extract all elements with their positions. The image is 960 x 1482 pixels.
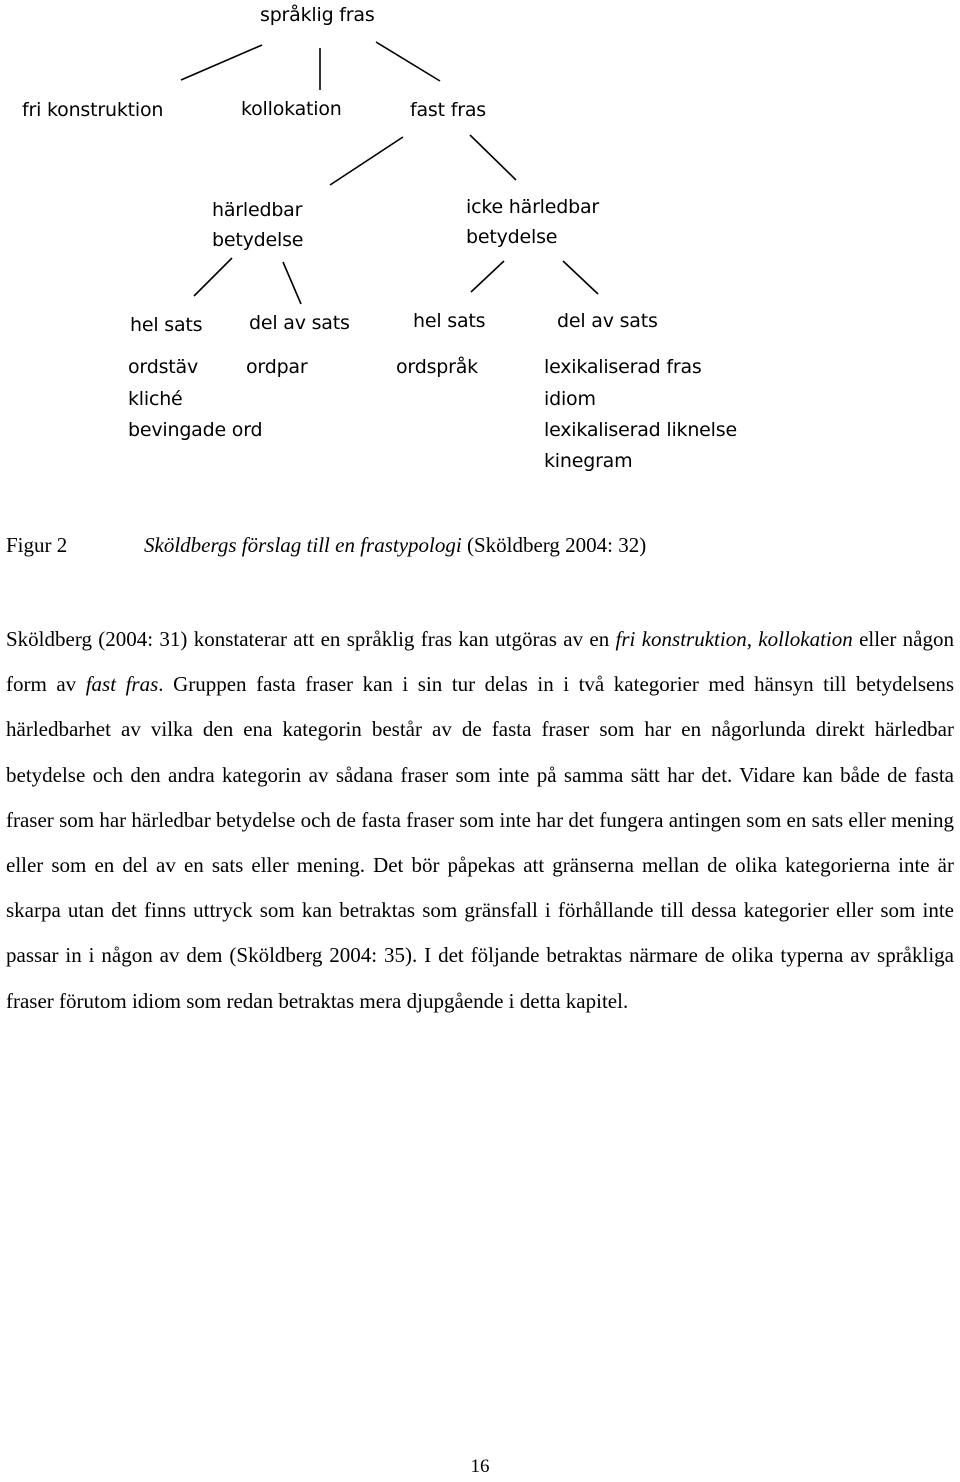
body-paragraph — [6, 617, 954, 1024]
phrase-typology-diagram — [0, 0, 960, 490]
leaf-header-3: hel sats — [413, 310, 486, 332]
text-run: . Gruppen fasta fraser kan i sin tur delas in i två kategorier med hänsyn till betydelsens härledbarhet av vilka den ena kategorin består av de fasta fraser som har en någorlunda direkt härledbar betydelse och den andra kategorin av sådana fraser som inte på samma sätt har det. Vidare kan både de fasta fraser som har härledbar betydelse och de fasta fraser som inte har det fungera antingen som en sats eller mening eller som en del av en sats eller mening. Det bör påpekas att gränserna mellan de olika kategorierna inte är skarpa utan det finns uttryck som kan betraktas som gränsfall i förhållande till dessa kategorier eller som inte passar in i någon av dem (Sköldberg 2004: 35). I det följande betraktas närmare de olika typerna av språkliga fraser förutom idiom som redan betraktas mera djupgående i detta kapitel. — [6, 672, 954, 1013]
node-root: språklig fras — [260, 4, 375, 26]
node-ickeharledbar-line2: betydelse — [466, 226, 558, 248]
example-bevingade-ord: bevingade ord — [128, 419, 263, 441]
edge-harledbar-hel — [194, 258, 232, 296]
node-harledbar-line2: betydelse — [212, 229, 304, 251]
leaf-header-2: del av sats — [249, 312, 350, 334]
italic-term: fri konstruktion, — [615, 627, 752, 651]
italic-term: kollokation — [758, 627, 853, 651]
edge-root-fri — [181, 45, 262, 80]
example-idiom: idiom — [544, 388, 596, 410]
example-lexikaliserad-fras: lexikaliserad fras — [544, 356, 702, 378]
edge-fast-harledbar — [330, 137, 403, 185]
node-fast-fras: fast fras — [410, 99, 486, 121]
node-fri-konstruktion: fri konstruktion — [22, 99, 164, 121]
example-ordsprak: ordspråk — [396, 356, 478, 378]
edge-ickeharledbar-hel — [471, 261, 504, 292]
example-ordpar: ordpar — [246, 356, 308, 378]
edge-ickeharledbar-del — [563, 261, 598, 294]
example-lexikaliserad-liknelse: lexikaliserad liknelse — [544, 419, 737, 441]
node-harledbar-line1: härledbar — [212, 199, 303, 221]
example-kliche: kliché — [128, 388, 183, 410]
figure-source: (Sköldberg 2004: 32) — [461, 533, 647, 557]
node-kollokation: kollokation — [241, 98, 342, 120]
node-ickeharledbar-line1: icke härledbar — [466, 196, 600, 218]
leaf-header-4: del av sats — [557, 310, 658, 332]
figure-caption — [6, 533, 646, 558]
edge-root-fast — [376, 42, 440, 81]
text-run: eller någon form av — [6, 627, 954, 697]
italic-term: fast fras — [85, 672, 159, 697]
example-kinegram: kinegram — [544, 450, 633, 472]
edge-fast-ickeharledbar — [470, 135, 516, 180]
page-number: 16 — [470, 1456, 490, 1477]
figure-title: Sköldbergs förslag till en frastypologi — [144, 533, 462, 557]
edge-harledbar-del — [283, 262, 301, 304]
figure-number: Figur 2 — [6, 533, 68, 557]
example-ordstav: ordstäv — [128, 356, 198, 378]
leaf-header-1: hel sats — [130, 314, 203, 336]
text-run: Sköldberg (2004: 31) konstaterar att en språklig fras kan utgöras av en — [6, 627, 616, 651]
